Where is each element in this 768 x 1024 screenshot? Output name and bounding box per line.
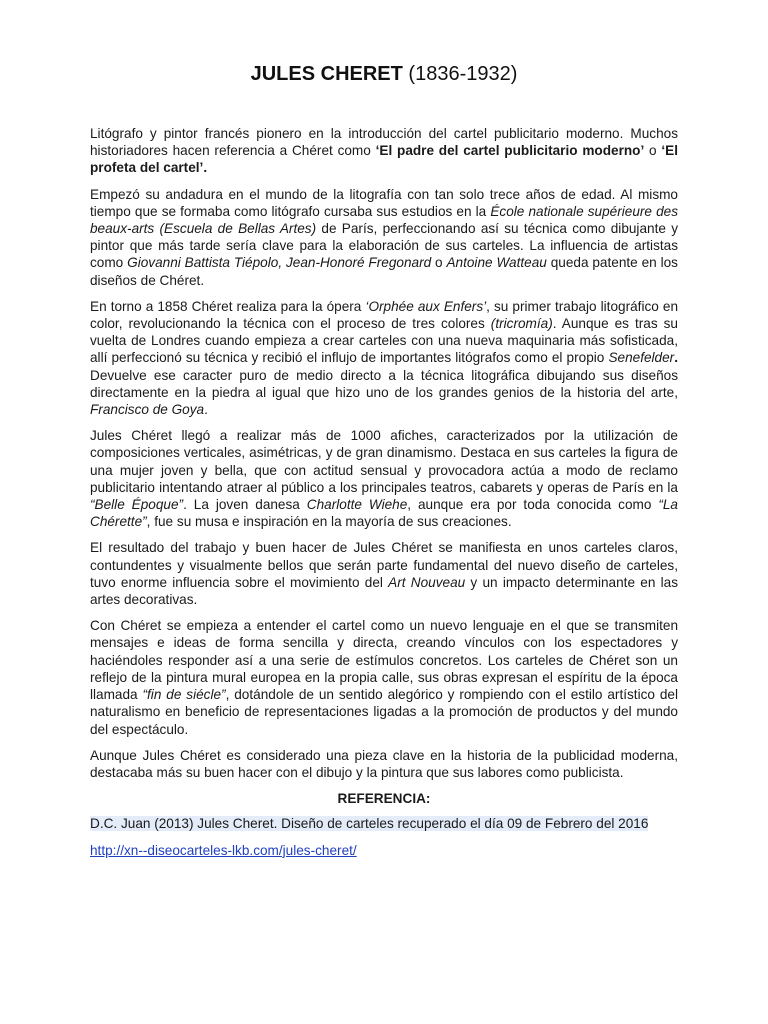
bold-quote: ‘El padre del cartel publicitario moderno’ (375, 143, 645, 159)
text: Jules Chéret llegó a realizar más de 1000 afiches, caracterizados por la utilización de composiciones verticales, asimétricas, y de gran dinamismo. Destaca en sus carteles la figura de una mujer joven y bella, que con actitud sensual y provocadora actúa a modo de reclamo publicitario intentando atraer al público a los principales teatros, cabarets y operas de París en la (90, 428, 678, 495)
text: . (204, 402, 208, 418)
text: , fue su musa e inspiración en la mayoría de sus creaciones. (146, 514, 512, 530)
reference-citation (90, 815, 678, 832)
paragraph-conclusion (90, 747, 678, 781)
text: queda patente en los diseños de Chéret. (90, 255, 678, 288)
italic-text: Giovanni Battista Tiépolo, Jean-Honoré Fregonard (127, 255, 432, 271)
reference-link-line (90, 842, 678, 859)
paragraph-afiches (90, 427, 678, 530)
italic-text: Antoine Watteau (446, 255, 547, 271)
text: de París, perfeccionando así su técnica como dibujante y pintor que más tarde sería clave para la elaboración de sus carteles. La influencia de artistas como (90, 221, 678, 271)
italic-text: “Belle Époque” (90, 497, 184, 513)
title-name: JULES CHERET (250, 63, 403, 85)
text: Litógrafo y pintor francés pionero en la introducción del cartel publicitario moderno. Muchos historiadores hacen referencia a Chéret como (90, 126, 678, 159)
text: . Aunque es tras su vuelta de Londres cuando empieza a crear carteles con una nueva maquinaria más sofisticada, allí perfeccionó su técnica y recibió el influjo de importantes litógrafos como el propio (90, 316, 678, 366)
document-body (90, 125, 678, 868)
italic-text: Senefelder (608, 350, 675, 366)
text: . (203, 160, 208, 176)
paragraph-orphee (90, 298, 678, 418)
italic-text: ‘Orphée aux Enfers’ (365, 298, 487, 314)
citation-text: D.C. Juan (2013) Jules Cheret. Diseño de carteles recuperado el día 09 de Febrero del 2016 (90, 816, 649, 832)
text: o (431, 255, 447, 271)
text: y un impacto determinante en las artes decorativas. (90, 574, 678, 608)
text: El resultado del trabajo y buen hacer de Jules Chéret se manifiesta en unos carteles claros, contundentes y visualmente bellos que serán parte fundamental del nuevo diseño de carteles, tuvo enorme influencia sobre el movimiento del (90, 540, 678, 590)
reference-heading: REFERENCIA: (337, 791, 431, 807)
italic-text: Francisco de Goya (90, 402, 205, 418)
paragraph-training (90, 186, 678, 289)
text: . (674, 350, 678, 366)
bold-quote: ‘El profeta del cartel’ (90, 143, 679, 176)
text: , dotándole de un sentido alegórico y rompiendo con el estilo artístico del naturalismo en beneficio de representaciones ligadas a la promoción de productos y del mundo del espectáculo. (90, 687, 678, 737)
italic-text: École nationale supérieure des beaux-arts (Escuela de Bellas Artes) (90, 203, 678, 237)
title-years: (1836-1932) (408, 63, 518, 85)
italic-text: Charlotte Wiehe (306, 497, 408, 513)
text: Con Chéret se empieza a entender el cartel como un nuevo lenguaje en el que se transmiten mensajes e ideas de forma sencilla y directa, creando vínculos con los espectadores y haciéndoles responder así a una serie de estímulos concretos. Los carteles de Chéret son un reflejo de la pintura mural europea en la propia calle, sus obras expresan el espíritu de la época llamada (90, 618, 678, 703)
italic-text: Art Nouveau (388, 574, 466, 590)
italic-text: “fin de siécle” (142, 687, 226, 703)
text: En torno a 1858 Chéret realiza para la ópera (90, 298, 366, 314)
text: . La joven danesa (183, 497, 307, 513)
text: Empezó su andadura en el mundo de la litografía con tan solo trece años de edad. Al mismo tiempo que se formaba como litógrafo cursaba sus estudios en la (90, 186, 678, 219)
text: Aunque Jules Chéret es considerado una pieza clave en la historia de la publicidad moderna, destacaba más su buen hacer con el dibujo y la pintura que sus labores como publicista. (90, 747, 678, 780)
italic-text: (tricromía) (490, 316, 553, 332)
paragraph-result (90, 539, 678, 608)
text: , su primer trabajo litográfico en color, revolucionando la técnica con el proceso de tres colores (90, 298, 679, 332)
paragraph-intro (90, 125, 678, 177)
paragraph-language (90, 617, 678, 737)
page-title (0, 61, 768, 87)
text: , aunque era por toda conocida como (407, 497, 659, 513)
italic-text: “La Chérette” (90, 497, 678, 530)
reference-link[interactable]: http://xn--diseocarteles-lkb.com/jules-cheret/ (90, 842, 357, 858)
text: Devuelve ese caracter puro de medio directo a la técnica litográfica dibujando sus diseños directamente en la piedra al igual que hizo uno de los grandes genios de la historia del arte, (90, 367, 678, 400)
text: o (644, 143, 662, 159)
